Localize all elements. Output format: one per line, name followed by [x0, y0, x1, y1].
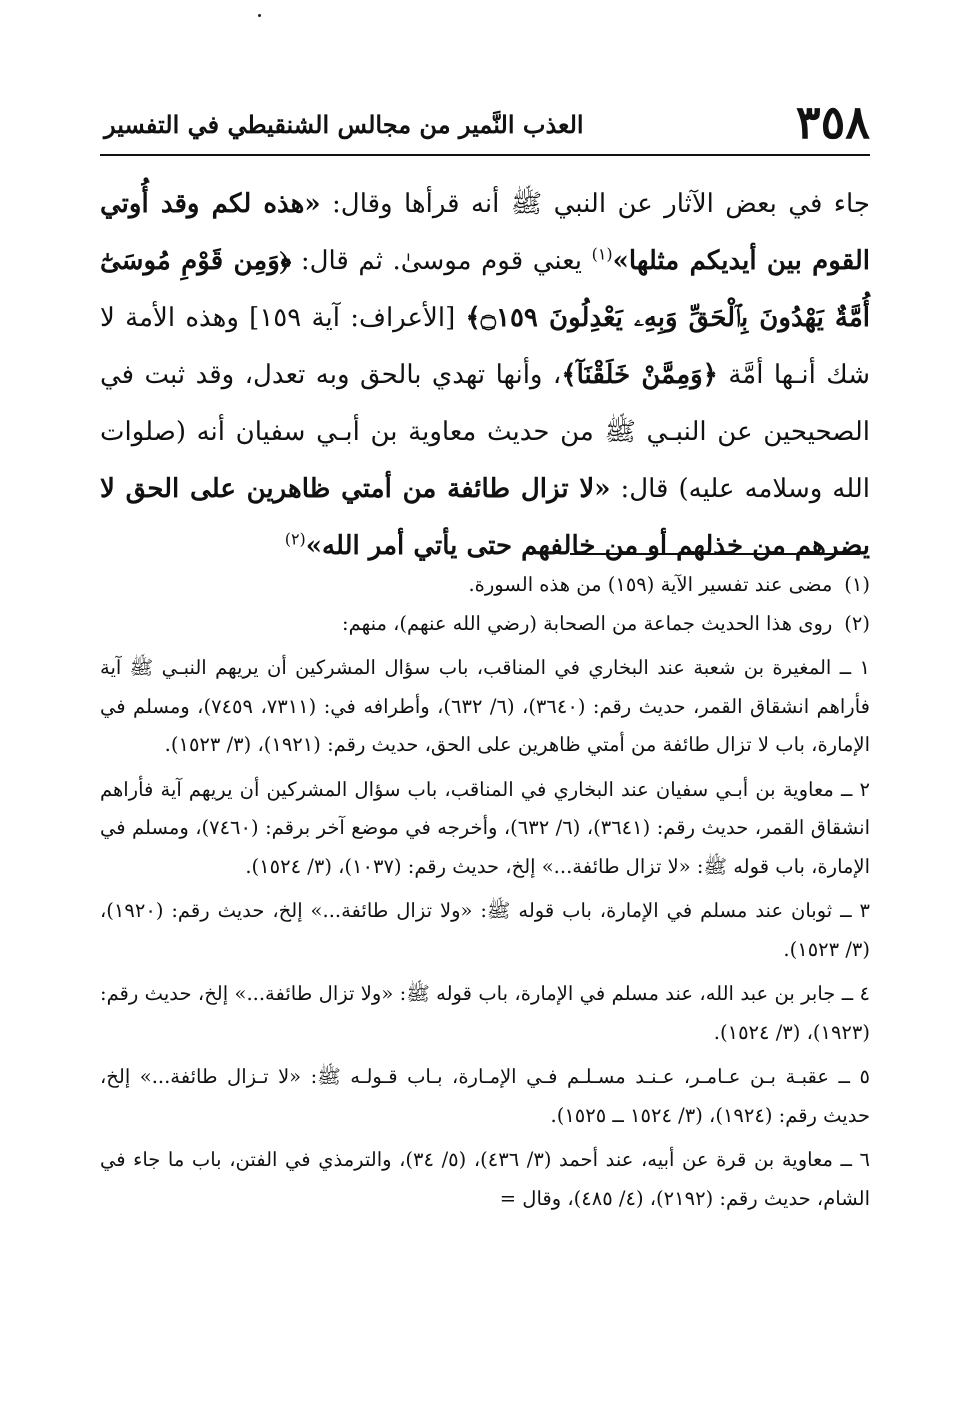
hadith-quote: «لا تزال طائفة من أمتي ظاهرين على الحق لا يضرهم من خذلهم أو من خالفهم حتى يأتي أمر الله» [100, 474, 870, 561]
text-segment: جاء في بعض الآثار عن النبي ﷺ أنه قرأها وقال: [320, 189, 871, 219]
footnote-1 [100, 566, 870, 605]
text-segment: [الأعراف: آية ١٥٩] وهذه الأمة لا شك أنـها أمَّة [100, 303, 870, 390]
text-segment: يعني قوم موسىٰ. ثم قال: [291, 246, 592, 276]
page-number: ٣٥٨ [795, 95, 870, 149]
text-segment: ، وأنها تهدي بالحق وبه تعدل، وقد ثبت في الصحيحين عن النبـي ﷺ من حديث معاوية بن أبـي سفيان أنه (صلوات الله وسلامه عليه) قال: [100, 360, 870, 504]
narrator-item: ٦ ــ معاوية بن قرة عن أبيه، عند أحمد (٣/ ٤٣٦)، (٥/ ٣٤)، والترمذي في الفتن، باب ما جاء في الشام، حديث رقم: (٢١٩٢)، (٤/ ٤٨٥)، وقال = [100, 1148, 870, 1210]
footnote-number: (١) [844, 573, 870, 596]
footnote-ref[interactable]: (٢) [284, 529, 306, 549]
quran-verse: ﴿وَمِمَّنْ خَلَقْنَآ﴾ [561, 360, 718, 390]
running-title: العذب النَّمير من مجالس الشنقيطي في التفسير [104, 110, 584, 139]
main-paragraph [100, 176, 870, 575]
narrator-item: ٤ ــ جابر بن عبد الله، عند مسلم في الإمارة، باب قوله ﷺ: «ولا تزال طائفة...» إلخ، حديث رقم: (١٩٢٣)، (٣/ ١٥٢٤). [100, 982, 870, 1044]
narrator-item: ٢ ــ معاوية بن أبـي سفيان عند البخاري في المناقب، باب سؤال المشركين أن يريهم آية فأراهم انشقاق القمر، حديث رقم: (٣٦٤١)، (٦/ ٦٣٢)، وأخرجه في موضع آخر برقم: (٧٤٦٠)، ومسلم في الإمارة، باب قوله ﷺ: «لا تزال طائفة...» إلخ، حديث رقم: (١٠٣٧)، (٣/ ١٥٢٤). [100, 777, 870, 878]
footnote-2 [100, 605, 870, 644]
footnote-text: مضى عند تفسير الآية (١٥٩) من هذه السورة. [468, 573, 833, 596]
hadith-quote: «هذه لكم وقد أُوتي القوم بين أيديكم مثلها» [100, 189, 870, 276]
footnote-text: روى هذا الحديث جماعة من الصحابة (رضي الله عنهم)، منهم: [342, 611, 833, 635]
quran-verse: ﴿وَمِن قَوْمِ مُوسَىٰٓ أُمَّةٌ يَهْدُونَ بِٱلْحَقِّ وَبِهِۦ يَعْدِلُونَ ۝١٥٩﴾ [100, 246, 871, 333]
footnote-number: (٢) [844, 611, 870, 635]
narrator-item: ٥ ــ عقبـة بـن عـامـر، عـنـد مسـلـم فـي الإمـارة، بـاب قـولـه ﷺ: «لا تـزال طائفة...» إلخ، حديث رقم: (١٩٢٤)، (٣/ ١٥٢٤ ــ ١٥٢٥). [100, 1065, 870, 1127]
main-text [100, 176, 870, 575]
print-speck [258, 14, 261, 17]
footnotes [100, 566, 870, 1218]
footnote-ref[interactable]: (١) [591, 244, 613, 264]
footnote-separator [570, 553, 860, 555]
narrator-item: ١ ــ المغيرة بن شعبة عند البخاري في المناقب، باب سؤال المشركين أن يريهم النبـي ﷺ آية فأراهم انشقاق القمر، حديث رقم: (٣٦٤٠)، (٦/ ٦٣٢)، وأطرافه في: (٧٣١١، ٧٤٥٩)، ومسلم في الإمارة، باب لا تزال طائفة من أمتي ظاهرين على الحق، حديث رقم: (١٩٢١)، (٣/ ١٥٢٣). [100, 656, 870, 756]
page-header [100, 94, 870, 156]
narrator-item: ٣ ــ ثوبان عند مسلم في الإمارة، باب قوله ﷺ: «ولا تزال طائفة...» إلخ، حديث رقم: (١٩٢٠)، (٣/ ١٥٢٣). [100, 899, 870, 961]
